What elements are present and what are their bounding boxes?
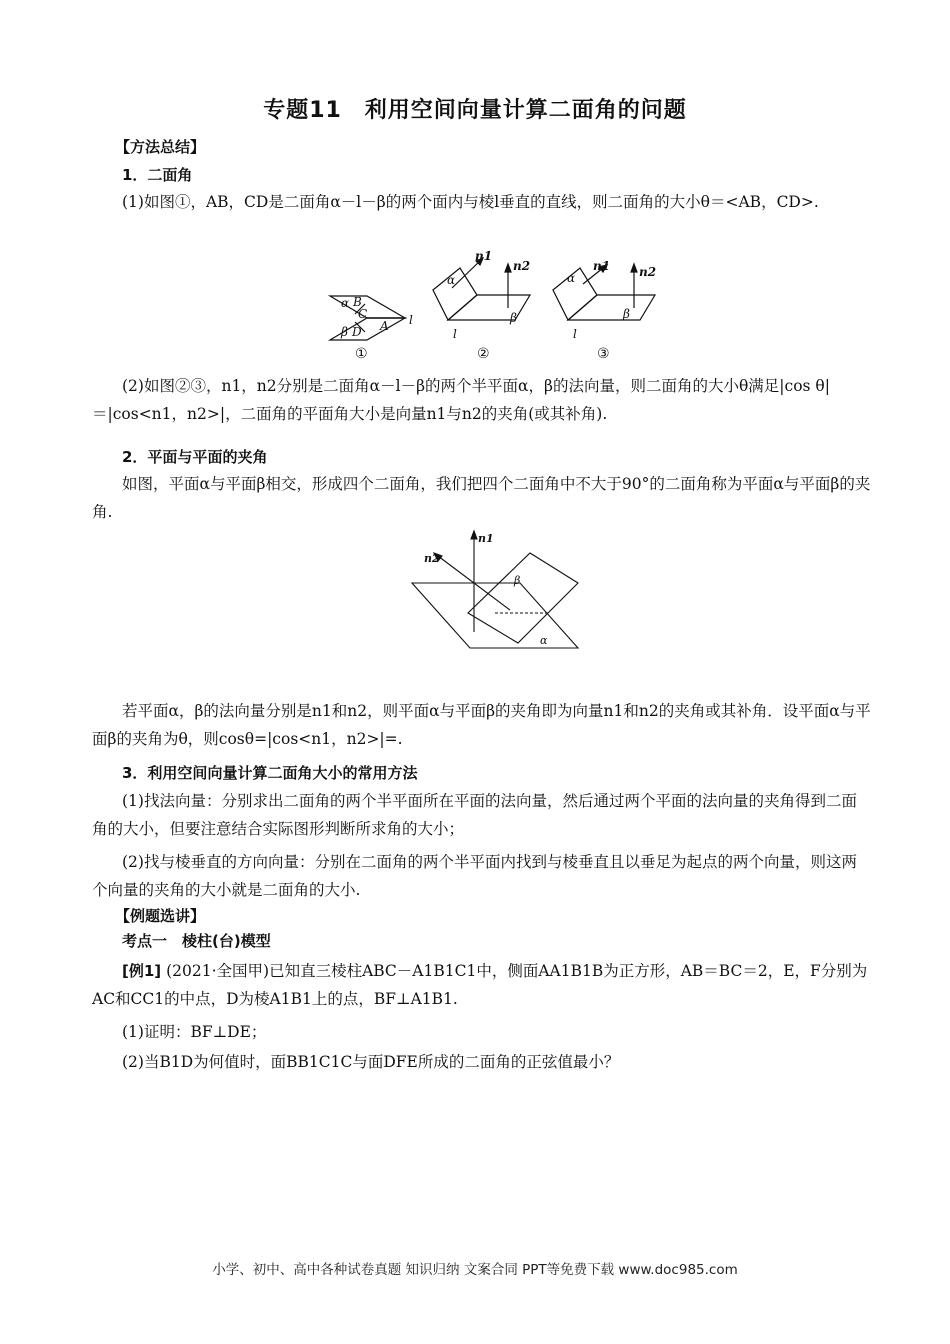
section-2-paragraph-2: 若平面α，β的法向量分别是n1和n2，则平面α与平面β的夹角即为向量n1和n2的夹角或其补角．设平面α与平面β的夹角为θ，则cosθ=|cos<n1，n2>|=.: [92, 702, 871, 748]
example-1-question-2: (2)当B1D为何值时，面BB1C1C与面DFE所成的二面角的正弦值最小？: [122, 1053, 620, 1071]
svg-text:n1: n1: [593, 259, 611, 273]
plane-intersection-figure: [410, 528, 585, 688]
section-1-paragraph-1: (1)如图①，AB，CD是二面角α－l－β的两个面内与棱l垂直的直线，则二面角的大小θ＝<AB，CD>.: [122, 193, 819, 211]
fig3-label: ③: [597, 346, 610, 362]
fig1-label: ①: [355, 346, 368, 362]
section-2-paragraph-1: 如图，平面α与平面β相交，形成四个二面角，我们把四个二面角中不大于90°的二面角称为平面α与平面β的夹角.: [92, 475, 871, 521]
section-1-paragraph-2: (2)如图②③，n1，n2分别是二面角α－l－β的两个半平面α，β的法向量，则二面角的大小θ满足|cos θ|＝|cos<n1，n2>|，二面角的平面角大小是向量n1与n2的夹角(或其补角).: [92, 377, 830, 423]
fig3-plane-beta: [568, 295, 655, 320]
example-1-question-1: (1)证明：BF⊥DE；: [122, 1023, 267, 1041]
svg-text:C: C: [358, 307, 368, 321]
dihedral-figures: [325, 248, 670, 366]
fig2-label: ②: [477, 346, 490, 362]
example-1-text: [例1] (2021·全国甲)已知直三棱柱ABC－A1B1C1中，侧面AA1B1B为正方形，AB＝BC＝2，E，F分别为AC和CC1的中点，D为棱A1B1上的点，BF⊥A1B1.: [92, 962, 868, 1008]
fig2-plane-beta: [448, 295, 530, 320]
example-1-source: (2021·全国甲): [166, 962, 270, 980]
topic-heading: 考点一 棱柱(台)模型: [122, 932, 271, 950]
svg-text:l: l: [409, 313, 413, 327]
svg-text:D: D: [352, 325, 362, 339]
svg-text:B: B: [353, 295, 362, 309]
svg-text:β: β: [514, 574, 521, 587]
section-3-paragraph-2: (2)找与棱垂直的方向向量：分别在二面角的两个半平面内找到与棱垂直且以垂足为起点的两个向量，则这两个向量的夹角的大小就是二面角的大小.: [92, 853, 857, 899]
section-2-heading: 2．平面与平面的夹角: [122, 448, 268, 466]
svg-text:β: β: [623, 307, 630, 321]
svg-text:α: α: [567, 271, 576, 285]
svg-text:α: α: [447, 273, 456, 287]
page-footer: 小学、初中、高中各种试卷真题 知识归纳 文案合同 PPT等免费下载 www.doc985.com: [212, 1262, 738, 1278]
svg-text:α: α: [341, 296, 350, 310]
svg-text:l: l: [573, 327, 577, 341]
section-3-paragraph-1: (1)找法向量：分别求出二面角的两个半平面所在平面的法向量，然后通过两个平面的法向量的夹角得到二面角的大小，但要注意结合实际图形判断所求角的大小；: [92, 792, 857, 838]
section-1-heading: 1．二面角: [122, 166, 193, 184]
svg-text:β: β: [510, 311, 517, 325]
plane-alpha: [412, 583, 578, 648]
svg-text:n1: n1: [478, 532, 494, 545]
svg-text:A: A: [380, 319, 389, 333]
svg-text:α: α: [540, 634, 548, 647]
svg-text:n2: n2: [513, 259, 531, 273]
section-3-heading: 3．利用空间向量计算二面角大小的常用方法: [122, 764, 418, 782]
method-summary-heading: 【方法总结】: [115, 138, 206, 156]
example-1-label: [例1]: [122, 962, 162, 980]
svg-text:β: β: [341, 325, 348, 339]
svg-text:l: l: [453, 327, 457, 341]
svg-text:n2: n2: [424, 552, 440, 565]
examples-heading: 【例题选讲】: [115, 907, 206, 925]
svg-text:n2: n2: [639, 265, 657, 279]
page-title: 专题11 利用空间向量计算二面角的问题: [263, 98, 687, 123]
svg-text:n1: n1: [475, 249, 493, 263]
